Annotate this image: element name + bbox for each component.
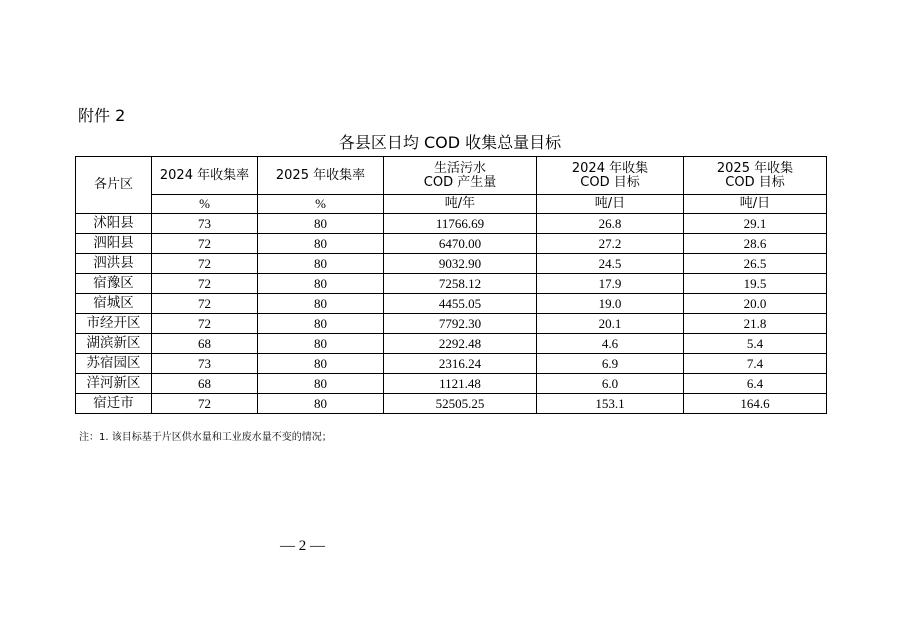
cell-cod: 52505.25 xyxy=(384,394,537,414)
cell-target-2025: 7.4 xyxy=(684,354,827,374)
cell-cod: 1121.48 xyxy=(384,374,537,394)
cell-target-2024: 26.8 xyxy=(537,214,684,234)
cell-cod: 7258.12 xyxy=(384,274,537,294)
header-target-2024-line1: 2024 年收集 xyxy=(571,160,649,176)
header-rate-2025: 2025 年收集率 xyxy=(258,157,384,195)
cell-rate-2025: 80 xyxy=(258,294,384,314)
cell-rate-2025: 80 xyxy=(258,334,384,354)
cell-target-2024: 4.6 xyxy=(537,334,684,354)
cell-target-2025: 5.4 xyxy=(684,334,827,354)
cod-target-table xyxy=(75,156,827,414)
unit-row xyxy=(76,195,827,214)
table-row xyxy=(76,374,827,394)
header-target-2025-line2: COD 目标 xyxy=(725,174,785,190)
cell-rate-2024: 72 xyxy=(152,314,258,334)
table-row xyxy=(76,254,827,274)
cell-target-2025: 164.6 xyxy=(684,394,827,414)
cell-rate-2025: 80 xyxy=(258,254,384,274)
cell-rate-2025: 80 xyxy=(258,314,384,334)
cell-target-2024: 24.5 xyxy=(537,254,684,274)
cell-target-2025: 28.6 xyxy=(684,234,827,254)
cell-target-2025: 19.5 xyxy=(684,274,827,294)
table-row xyxy=(76,314,827,334)
table-title: 各县区日均 COD 收集总量目标 xyxy=(338,133,562,152)
cell-rate-2024: 73 xyxy=(152,354,258,374)
table-row xyxy=(76,334,827,354)
cell-target-2024: 153.1 xyxy=(537,394,684,414)
cell-rate-2025: 80 xyxy=(258,274,384,294)
page-number: — 2 — xyxy=(280,538,325,554)
unit-cod: 吨/年 xyxy=(384,195,537,214)
header-cod-line1: 生活污水 xyxy=(433,160,486,176)
cell-target-2024: 17.9 xyxy=(537,274,684,294)
footnote: 注：1. 该目标基于片区供水量和工业废水量不变的情况； xyxy=(79,432,332,443)
cell-rate-2024: 72 xyxy=(152,254,258,274)
table-row xyxy=(76,294,827,314)
cell-rate-2024: 72 xyxy=(152,394,258,414)
table-row xyxy=(76,234,827,254)
cell-region: 宿城区 xyxy=(76,294,152,314)
cell-rate-2024: 68 xyxy=(152,374,258,394)
cell-region: 泗阳县 xyxy=(76,234,152,254)
cell-region: 苏宿园区 xyxy=(76,354,152,374)
cell-cod: 9032.90 xyxy=(384,254,537,274)
cell-rate-2024: 72 xyxy=(152,294,258,314)
cell-rate-2024: 73 xyxy=(152,214,258,234)
cell-region: 湖滨新区 xyxy=(76,334,152,354)
cell-rate-2024: 72 xyxy=(152,234,258,254)
cell-rate-2025: 80 xyxy=(258,374,384,394)
cell-region: 市经开区 xyxy=(76,314,152,334)
header-target-2024-line2: COD 目标 xyxy=(580,174,640,190)
table-row xyxy=(76,274,827,294)
cell-region: 泗洪县 xyxy=(76,254,152,274)
cell-rate-2024: 68 xyxy=(152,334,258,354)
cell-target-2025: 26.5 xyxy=(684,254,827,274)
header-rate-2024: 2024 年收集率 xyxy=(152,157,258,195)
cell-target-2024: 27.2 xyxy=(537,234,684,254)
cell-target-2025: 29.1 xyxy=(684,214,827,234)
cell-region: 洋河新区 xyxy=(76,374,152,394)
header-target-2024 xyxy=(537,157,684,195)
cell-cod: 2316.24 xyxy=(384,354,537,374)
table-row-total xyxy=(76,394,827,414)
unit-rate-2025: % xyxy=(258,195,384,214)
cell-target-2025: 20.0 xyxy=(684,294,827,314)
header-target-2025 xyxy=(684,157,827,195)
cell-rate-2024: 72 xyxy=(152,274,258,294)
header-region: 各片区 xyxy=(76,157,152,214)
cell-cod: 6470.00 xyxy=(384,234,537,254)
cell-rate-2025: 80 xyxy=(258,214,384,234)
cell-rate-2025: 80 xyxy=(258,234,384,254)
attachment-label: 附件 2 xyxy=(78,106,126,125)
cell-cod: 7792.30 xyxy=(384,314,537,334)
cell-cod: 11766.69 xyxy=(384,214,537,234)
cell-target-2024: 6.0 xyxy=(537,374,684,394)
unit-target-2024: 吨/日 xyxy=(537,195,684,214)
cell-target-2024: 20.1 xyxy=(537,314,684,334)
cell-rate-2025: 80 xyxy=(258,354,384,374)
cell-target-2024: 19.0 xyxy=(537,294,684,314)
cell-region: 沭阳县 xyxy=(76,214,152,234)
cell-cod: 2292.48 xyxy=(384,334,537,354)
header-target-2025-line1: 2025 年收集 xyxy=(716,160,794,176)
cell-cod: 4455.05 xyxy=(384,294,537,314)
unit-target-2025: 吨/日 xyxy=(684,195,827,214)
cell-region: 宿豫区 xyxy=(76,274,152,294)
cell-target-2024: 6.9 xyxy=(537,354,684,374)
header-cod xyxy=(384,157,537,195)
cell-rate-2025: 80 xyxy=(258,394,384,414)
cell-target-2025: 21.8 xyxy=(684,314,827,334)
table-row xyxy=(76,214,827,234)
header-cod-line2: COD 产生量 xyxy=(423,174,497,190)
unit-rate-2024: % xyxy=(152,195,258,214)
table-row xyxy=(76,354,827,374)
cell-target-2025: 6.4 xyxy=(684,374,827,394)
header-row xyxy=(76,157,827,195)
cell-region: 宿迁市 xyxy=(76,394,152,414)
